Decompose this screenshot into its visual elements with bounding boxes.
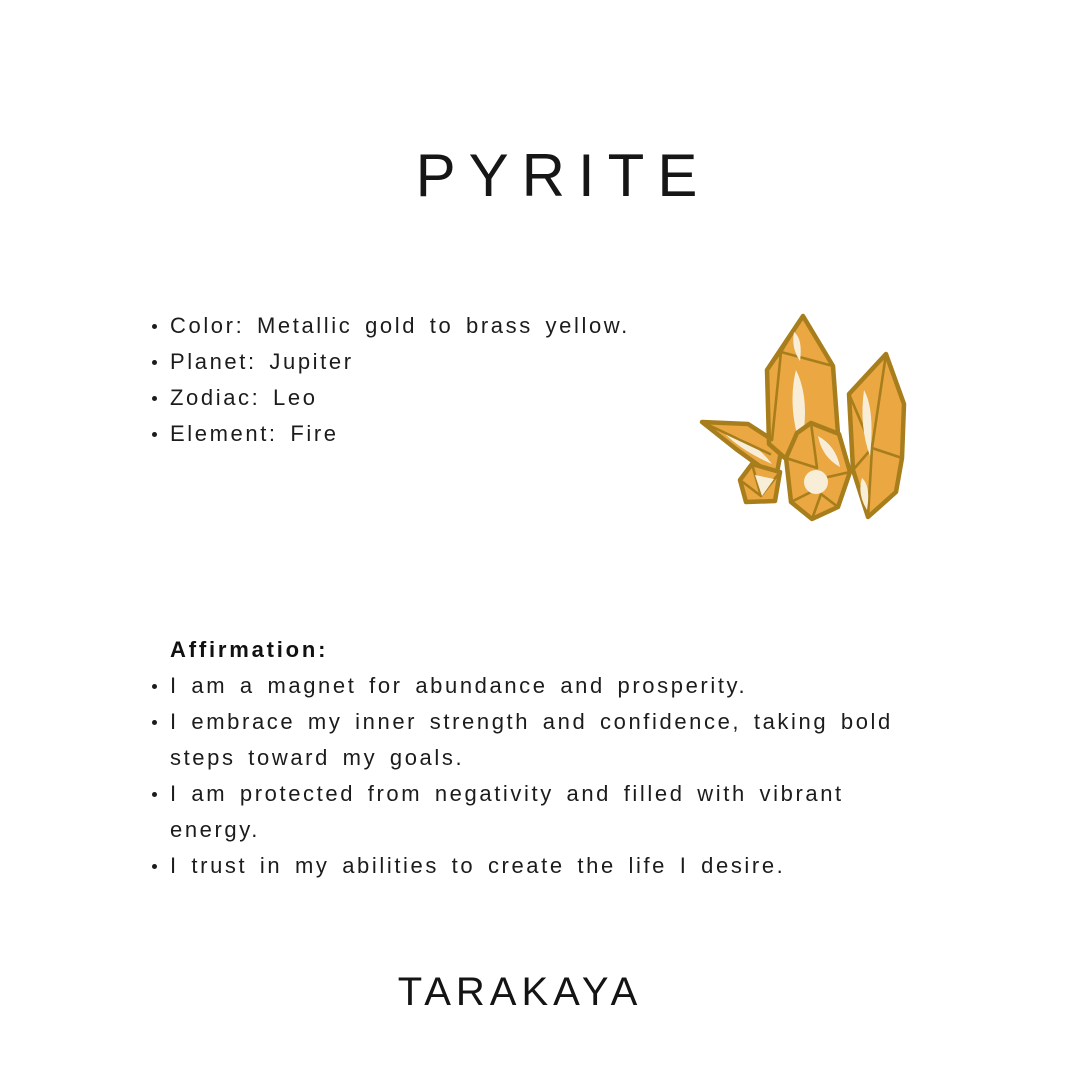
list-item: [150, 704, 930, 776]
affirmation-list: [150, 668, 930, 884]
list-item: [150, 776, 930, 848]
affirmation-text: I trust in my abilities to create the life I desire.: [170, 853, 786, 878]
affirmation-section: [150, 632, 930, 884]
detail-text: Element: Fire: [170, 421, 339, 446]
bullet-icon: [152, 720, 157, 725]
list-item: [150, 668, 930, 704]
page-title: PYRITE: [415, 142, 711, 209]
affirmation-text: I am a magnet for abundance and prosperity.: [170, 673, 748, 698]
list-item: [150, 848, 930, 884]
pyrite-crystal-illustration: [690, 298, 930, 543]
brand-name: TARAKAYA: [397, 970, 643, 1014]
bullet-icon: [152, 324, 157, 329]
detail-text: Planet: Jupiter: [170, 349, 354, 374]
bullet-icon: [152, 684, 157, 689]
bullet-icon: [152, 432, 157, 437]
bullet-icon: [152, 792, 157, 797]
affirmation-text: I am protected from negativity and filled with vibrant energy.: [170, 781, 844, 842]
bullet-icon: [152, 864, 157, 869]
detail-text: Color: Metallic gold to brass yellow.: [170, 313, 630, 338]
bullet-icon: [152, 360, 157, 365]
detail-text: Zodiac: Leo: [170, 385, 318, 410]
affirmation-text: I embrace my inner strength and confidence, taking bold steps toward my goals.: [170, 709, 893, 770]
bullet-icon: [152, 396, 157, 401]
affirmation-heading: Affirmation:: [170, 637, 329, 662]
